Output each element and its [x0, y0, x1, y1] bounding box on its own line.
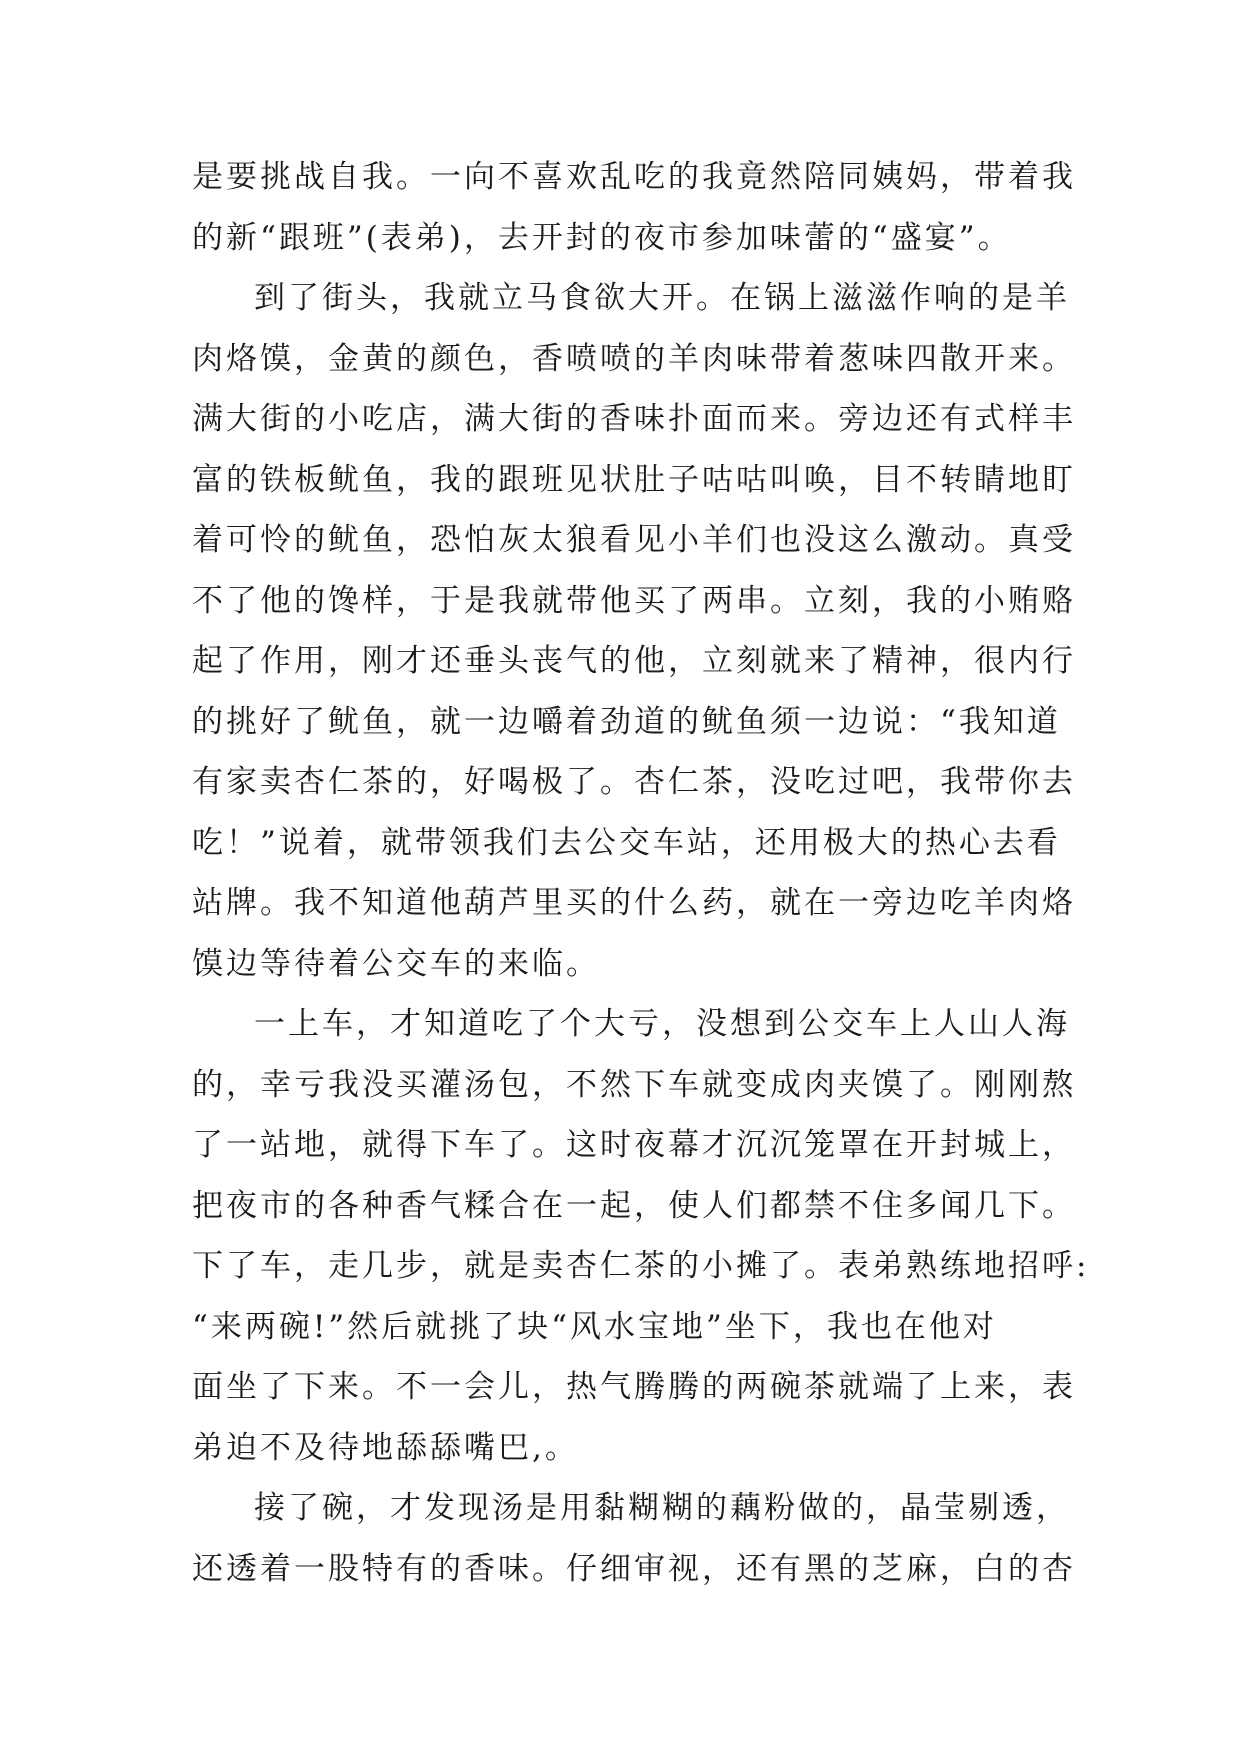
text-line: 馍边等待着公交车的来临。: [192, 945, 600, 982]
text-line: 的，幸亏我没买灌汤包，不然下车就变成肉夹馍了。刚刚熬: [192, 1066, 1076, 1103]
text-line: 富的铁板鱿鱼，我的跟班见状肚子咕咕叫唤，目不转睛地盯: [192, 461, 1076, 498]
text-line: 不了他的馋样，于是我就带他买了两串。立刻，我的小贿赂: [192, 582, 1076, 619]
text-line: 是要挑战自我。一向不喜欢乱吃的我竟然陪同姨妈，带着我: [192, 159, 1076, 195]
paragraph-1: [192, 147, 1076, 268]
text-line: 到了街头，我就立马食欲大开。在锅上滋滋作响的是羊: [254, 280, 1070, 316]
text-line: 起了作用，刚才还垂头丧气的他，立刻就来了精神，很内行: [192, 643, 1076, 679]
paragraph-4: [192, 1478, 1076, 1599]
paragraph-3: [192, 994, 1090, 1478]
text-line: 一上车，才知道吃了个大亏，没想到公交车上人山人海: [254, 1006, 1070, 1042]
text-line: 还透着一股特有的香味。仔细审视，还有黑的芝麻，白的杏: [192, 1550, 1076, 1587]
text-line: 吃！”说着，就带领我们去公交车站，还用极大的热心去看: [192, 824, 1061, 861]
document-body: [192, 147, 1090, 1599]
text-line: 接了碗，才发现汤是用黏糊糊的藕粉做的，晶莹剔透，: [254, 1490, 1070, 1526]
text-line: 的新“跟班”(表弟)，去开封的夜市参加味蕾的“盛宴”。: [192, 219, 1012, 256]
text-line: 面坐了下来。不一会儿，热气腾腾的两碗茶就端了上来，表: [192, 1369, 1076, 1405]
text-line: “来两碗!”然后就挑了块“风水宝地”坐下，我也在他对: [192, 1308, 997, 1345]
text-line: 弟迫不及待地舔舔嘴巴,。: [192, 1429, 579, 1466]
paragraph-2: [192, 268, 1076, 994]
text-line: 有家卖杏仁茶的，好喝极了。杏仁茶，没吃过吧，我带你去: [192, 764, 1076, 800]
text-line: 把夜市的各种香气糅合在一起，使人们都禁不住多闻几下。: [192, 1187, 1076, 1224]
text-line: 下了车，走几步，就是卖杏仁茶的小摊了。表弟熟练地招呼:: [192, 1248, 1090, 1284]
text-line: 站牌。我不知道他葫芦里买的什么药，就在一旁边吃羊肉烙: [192, 885, 1076, 921]
text-line: 着可怜的鱿鱼，恐怕灰太狼看见小羊们也没这么激动。真受: [192, 522, 1076, 558]
text-line: 了一站地，就得下车了。这时夜幕才沉沉笼罩在开封城上，: [192, 1127, 1076, 1163]
text-line: 肉烙馍，金黄的颜色，香喷喷的羊肉味带着葱味四散开来。: [192, 340, 1076, 377]
text-line: 的挑好了鱿鱼，就一边嚼着劲道的鱿鱼须一边说：“我知道: [192, 703, 1061, 740]
text-line: 满大街的小吃店，满大街的香味扑面而来。旁边还有式样丰: [192, 401, 1076, 437]
